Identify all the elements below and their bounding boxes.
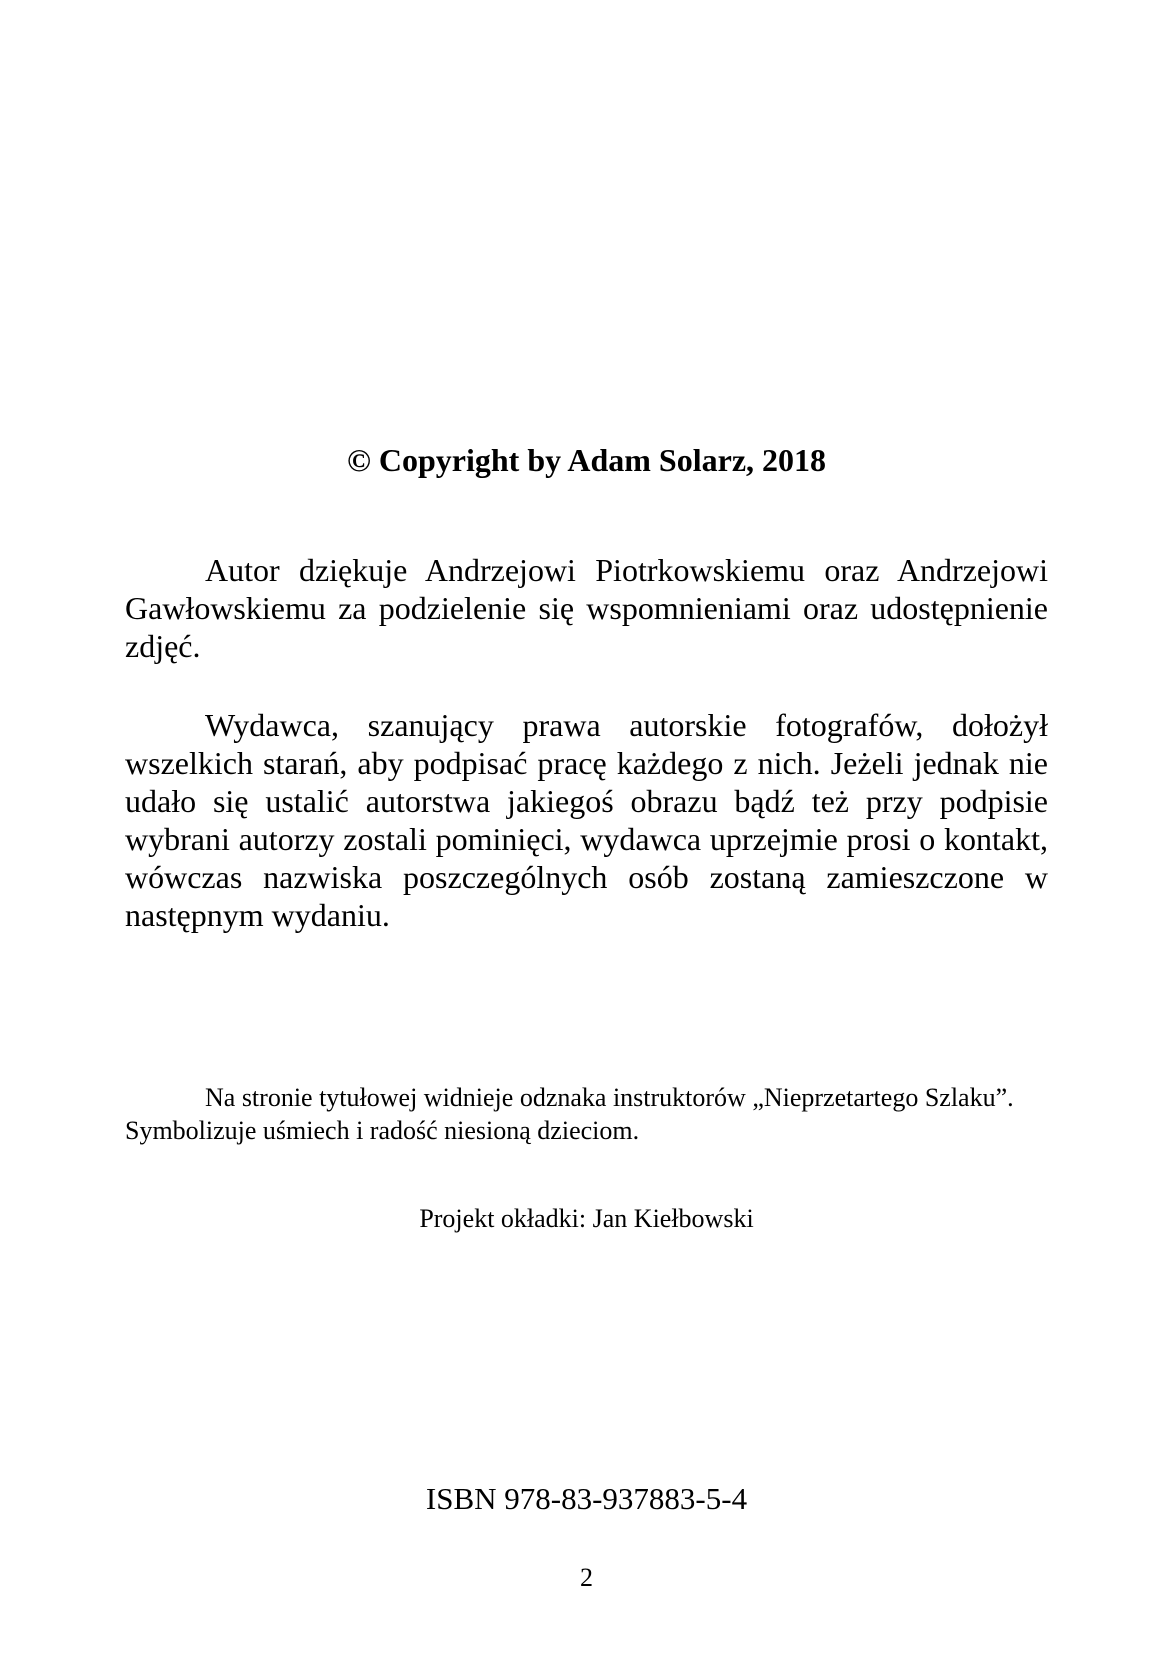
copyright-notice: © Copyright by Adam Solarz, 2018	[346, 442, 827, 478]
publisher-notice-paragraph: Wydawca, szanujący prawa autorskie fotografów, dołożył wszelkich starań, aby podpisać pracę każdego z nich. Jeżeli jednak nie udało się ustalić autorstwa jakiegoś obrazu bądź też przy podpisie wybrani autorzy zostali pominięci, wydawca uprzejmie prosi o kontakt, wówczas nazwiska poszczególnych osób zostaną zamieszczone w następnym wydaniu.	[125, 707, 1048, 933]
page-number: 2	[580, 1563, 593, 1592]
cover-design-credit: Projekt okładki: Jan Kiełbowski	[419, 1204, 754, 1233]
acknowledgement-paragraph: Autor dziękuje Andrzejowi Piotrkowskiemu oraz Andrzejowi Gawłowskiemu za podzielenie się wspomnieniami oraz udostępnienie zdjęć.	[125, 552, 1048, 664]
title-page-note: Na stronie tytułowej widnieje odznaka instruktorów „Nieprzetartego Szlaku”. Symbolizuje uśmiech i radość niesioną dzieciom.	[125, 1083, 1014, 1145]
isbn-number: ISBN 978-83-937883-5-4	[425, 1481, 748, 1516]
